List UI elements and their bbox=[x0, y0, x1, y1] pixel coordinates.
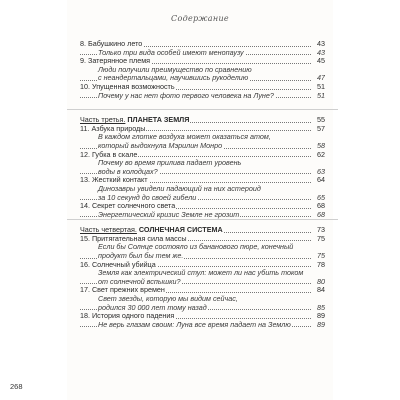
part-heading-label bbox=[80, 116, 190, 124]
page-number: 268 bbox=[10, 382, 23, 391]
chapter-entry-label: 11. Азбука природы bbox=[80, 124, 146, 133]
subtitle-entry-label: от солнечной вспышки? bbox=[98, 277, 181, 286]
chapter-entry bbox=[80, 57, 325, 66]
subtitle-entry bbox=[80, 252, 325, 261]
subtitle-line: Свет звезды, которую мы видим сейчас, bbox=[98, 294, 238, 304]
chapter-entry-page: 75 bbox=[312, 235, 325, 244]
subtitle-entry-label: родился 30 000 лет тому назад bbox=[98, 303, 207, 312]
subtitle-entry bbox=[80, 49, 325, 58]
chapter-entry-page: 62 bbox=[312, 151, 325, 160]
subtitle-entry-label: с неандертальцами, научившись рукоделию bbox=[98, 74, 249, 83]
page-title: Содержание bbox=[171, 14, 229, 23]
subtitle-line: Земля как электрический стул: может ли нас убить током bbox=[98, 268, 304, 278]
chapter-entry-label: 18. История одного падения bbox=[80, 312, 175, 321]
chapter-entry bbox=[80, 235, 325, 244]
subtitle-entry-label: Не верь глазам своим: Луна все время падает на Землю bbox=[98, 320, 291, 329]
chapter-entry-label: 17. Свет прежних времен bbox=[80, 286, 165, 295]
chapter-entry-page: 64 bbox=[312, 176, 325, 185]
section-divider bbox=[67, 109, 338, 110]
subtitle-entry bbox=[80, 211, 325, 220]
part-label: Часть третья. bbox=[80, 116, 126, 125]
subtitle-entry-page: 51 bbox=[312, 92, 325, 101]
subtitle-entry-page: 85 bbox=[312, 304, 325, 313]
subtitle-line: Люди получили преимущество по сравнению bbox=[98, 64, 252, 74]
chapter-entry bbox=[80, 40, 325, 49]
subtitle-entry-page: 58 bbox=[312, 142, 325, 151]
section-divider bbox=[67, 219, 338, 220]
subtitle-entry-page: 68 bbox=[312, 211, 325, 220]
chapter-entry bbox=[80, 261, 325, 270]
subtitle-entry bbox=[80, 321, 325, 330]
chapter-entry-page: 68 bbox=[312, 202, 325, 211]
subtitle-line: Если бы Солнце состояло из бананового пюре, конечный bbox=[98, 242, 294, 252]
subtitle-entry bbox=[80, 194, 325, 203]
chapter-entry bbox=[80, 151, 325, 160]
chapter-entry-label: 8. Бабушкино лето bbox=[80, 40, 143, 48]
chapter-entry bbox=[80, 125, 325, 134]
subtitle-entry-page: 89 bbox=[312, 321, 325, 330]
subtitle-line: Почему во время прилива падает уровень bbox=[98, 158, 242, 168]
part-heading bbox=[80, 116, 325, 125]
subtitle-entry-page: 43 bbox=[312, 49, 325, 58]
chapter-entry bbox=[80, 312, 325, 321]
chapter-entry-label: 9. Затерянное племя bbox=[80, 57, 151, 66]
subtitle-line: Динозавры увидели падающий на них астероид bbox=[98, 183, 261, 193]
subtitle-entry-label: Почему у нас нет фото первого человека на Луне? bbox=[98, 91, 274, 100]
chapter-entry bbox=[80, 176, 325, 185]
subtitle-entry bbox=[80, 304, 325, 313]
chapter-entry-page: 89 bbox=[312, 312, 325, 321]
subtitle-entry-label: воды в колодцах? bbox=[98, 167, 158, 176]
part-heading-page: 73 bbox=[312, 226, 325, 235]
chapter-entry-label: 13. Жесткий контакт bbox=[80, 176, 148, 185]
chapter-entry-label: 10. Упущенная возможность bbox=[80, 82, 175, 91]
chapter-entry-label: 12. Губка в скале bbox=[80, 150, 138, 159]
table-of-contents bbox=[80, 40, 325, 329]
chapter-entry-label: 14. Секрет солнечного света bbox=[80, 202, 176, 211]
book-page bbox=[67, 0, 333, 400]
subtitle-entry bbox=[80, 92, 325, 101]
part-heading-page: 55 bbox=[312, 116, 325, 125]
subtitle-entry bbox=[80, 74, 325, 83]
subtitle-entry-page: 65 bbox=[312, 194, 325, 203]
chapter-entry bbox=[80, 202, 325, 211]
subtitle-entry-label: Энергетический кризис Земле не грозит bbox=[98, 210, 240, 219]
chapter-entry bbox=[80, 83, 325, 92]
subtitle-entry-page: 63 bbox=[312, 168, 325, 177]
chapter-entry-label: 16. Солнечный убийца bbox=[80, 260, 156, 269]
subtitle-entry bbox=[80, 142, 325, 151]
part-heading-label bbox=[80, 226, 224, 234]
subtitle-entry bbox=[80, 168, 325, 177]
subtitle-entry bbox=[80, 278, 325, 287]
part-title: ПЛАНЕТА ЗЕМЛЯ bbox=[127, 116, 190, 125]
subtitle-entry-page: 80 bbox=[312, 278, 325, 287]
part-heading bbox=[80, 226, 325, 235]
chapter-entry-page: 57 bbox=[312, 125, 325, 134]
chapter-entry-page: 45 bbox=[312, 57, 325, 66]
chapter-entry-page: 51 bbox=[312, 83, 325, 92]
subtitle-entry-label: который выдохнула Мэрилин Монро bbox=[98, 141, 223, 150]
chapter-entry-page: 43 bbox=[312, 40, 325, 49]
chapter-entry-page: 78 bbox=[312, 261, 325, 270]
subtitle-entry-label: Только три вида особей имеют менопаузу bbox=[98, 48, 244, 57]
subtitle-entry-page: 47 bbox=[312, 74, 325, 83]
chapter-entry-page: 84 bbox=[312, 286, 325, 295]
subtitle-entry-page: 75 bbox=[312, 252, 325, 261]
part-label: Часть четвертая. bbox=[80, 226, 137, 235]
chapter-entry-label: 15. Притягательная сила массы bbox=[80, 234, 187, 243]
subtitle-entry-label: продукт был бы тем же. bbox=[98, 252, 184, 261]
subtitle-line: В каждом глотке воздуха может оказаться атом, bbox=[98, 132, 271, 142]
part-title: СОЛНЕЧНАЯ СИСТЕМА bbox=[138, 226, 223, 235]
subtitle-entry-label: за 10 секунд до своей гибели bbox=[98, 193, 197, 202]
chapter-entry bbox=[80, 286, 325, 295]
